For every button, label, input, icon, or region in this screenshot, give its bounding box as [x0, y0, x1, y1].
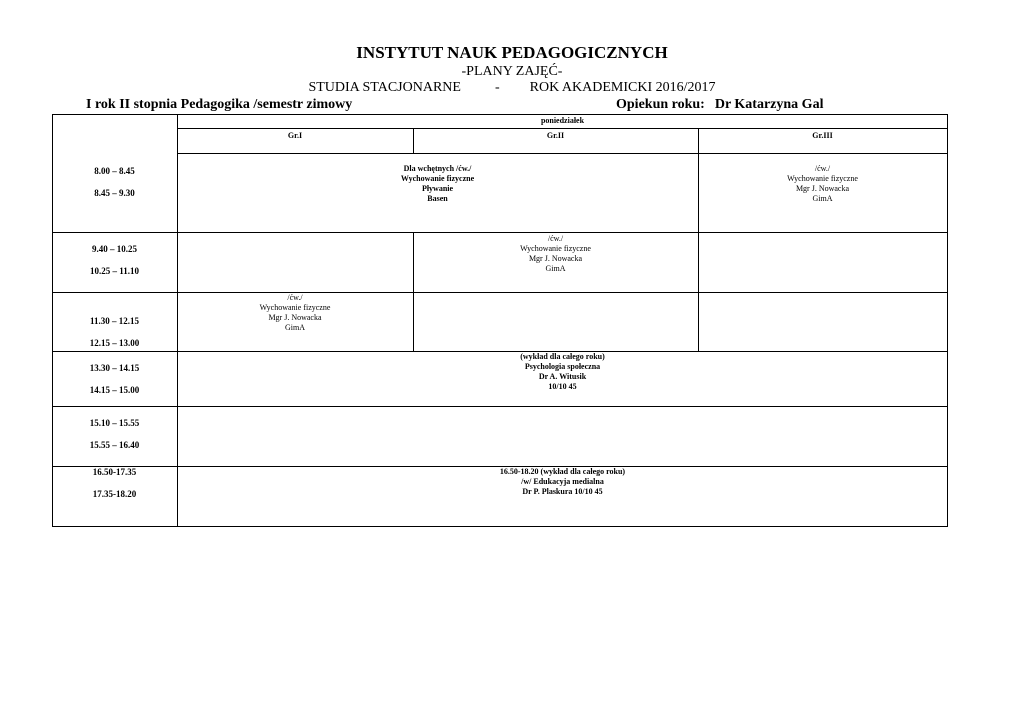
- time-slot: 17.35-18.20: [92, 489, 137, 499]
- time-slot: 15.55 – 16.40: [89, 440, 140, 450]
- class-subject: Wychowanie fizyczne: [259, 303, 331, 312]
- class-type: /ćw./: [814, 164, 831, 173]
- academic-year: ROK AKADEMICKI 2016/2017: [529, 80, 716, 95]
- tutor-name: Dr Katarzyna Gal: [714, 97, 824, 112]
- class-room: GimA: [545, 264, 566, 273]
- time-slot: 16.50-17.35: [92, 467, 137, 477]
- tutor-line: [616, 97, 823, 113]
- time-slot: 12.15 – 13.00: [89, 338, 140, 348]
- class-room: 10/10 45: [548, 382, 577, 391]
- class-room: Basen: [427, 194, 448, 203]
- class-subject: Wychowanie fizyczne: [520, 244, 591, 253]
- study-mode: STUDIA STACJONARNE: [308, 80, 461, 95]
- plans-subtitle: -PLANY ZAJĘĆ-: [461, 64, 563, 79]
- class-pe-gr3: [698, 164, 947, 204]
- class-type: /ćw./: [287, 293, 303, 302]
- time-slot: 8.00 – 8.45: [94, 166, 135, 176]
- class-teacher: Dr P. Plaskura 10/10 45: [522, 487, 603, 496]
- group-header-3: Gr.III: [812, 131, 833, 140]
- day-row-divider: [177, 128, 948, 129]
- group-divider-2-rows23: [698, 232, 699, 352]
- class-swimming: [177, 164, 698, 204]
- class-subject: Psychologia społeczna: [524, 362, 601, 371]
- study-separator: -: [494, 80, 500, 95]
- class-lecture-psychology: [177, 352, 948, 392]
- class-subject: Wychowanie fizyczne: [787, 174, 858, 183]
- group-header-2: Gr.II: [546, 131, 565, 140]
- class-teacher: Dr A. Witusik: [538, 372, 587, 381]
- class-subject: Wychowanie fizyczne: [400, 174, 475, 183]
- class-pe-gr2: [413, 234, 698, 274]
- class-teacher: Mgr J. Nowacka: [795, 184, 850, 193]
- class-subject: /w/ Edukacyja medialna: [521, 477, 604, 486]
- class-teacher: Mgr J. Nowacka: [528, 254, 583, 263]
- time-slot: 11.30 – 12.15: [89, 316, 139, 326]
- time-slot: 8.45 – 9.30: [94, 188, 135, 198]
- table-border-right: [947, 114, 948, 527]
- study-line: [0, 80, 1024, 96]
- table-border-bottom: [52, 526, 948, 527]
- table-border-top: [52, 114, 948, 115]
- institute-title: INSTYTUT NAUK PEDAGOGICZNYCH: [356, 43, 668, 62]
- class-room: GimA: [812, 194, 833, 203]
- program-label: I rok II stopnia Pedagogika /semestr zimowy: [86, 97, 353, 112]
- day-header: poniedziałek: [540, 116, 585, 125]
- row-divider-4: [52, 406, 948, 407]
- time-slot: 10.25 – 11.10: [89, 266, 139, 276]
- class-pe-gr1: [177, 293, 413, 333]
- time-slot: 9.40 – 10.25: [92, 244, 137, 254]
- class-lecture-media: [177, 467, 948, 497]
- group-header-1: Gr.I: [287, 131, 303, 140]
- class-topic: Pływanie: [421, 184, 454, 193]
- class-type: Dla wchętnych /ćw./: [403, 164, 472, 173]
- class-type: 16.50-18.20 (wykład dla całego roku): [499, 467, 626, 476]
- row-divider-1: [52, 232, 948, 233]
- class-type: /ćw./: [547, 234, 564, 243]
- time-slot: 15.10 – 15.55: [89, 418, 140, 428]
- class-room: GimA: [285, 323, 305, 332]
- class-teacher: Mgr J. Nowacka: [268, 313, 322, 322]
- class-type: (wykład dla całego roku): [520, 352, 605, 361]
- time-slot: 13.30 – 14.15: [89, 363, 140, 373]
- group-row-divider: [177, 153, 948, 154]
- time-slot: 14.15 – 15.00: [89, 385, 140, 395]
- tutor-label: Opiekun roku:: [616, 97, 705, 112]
